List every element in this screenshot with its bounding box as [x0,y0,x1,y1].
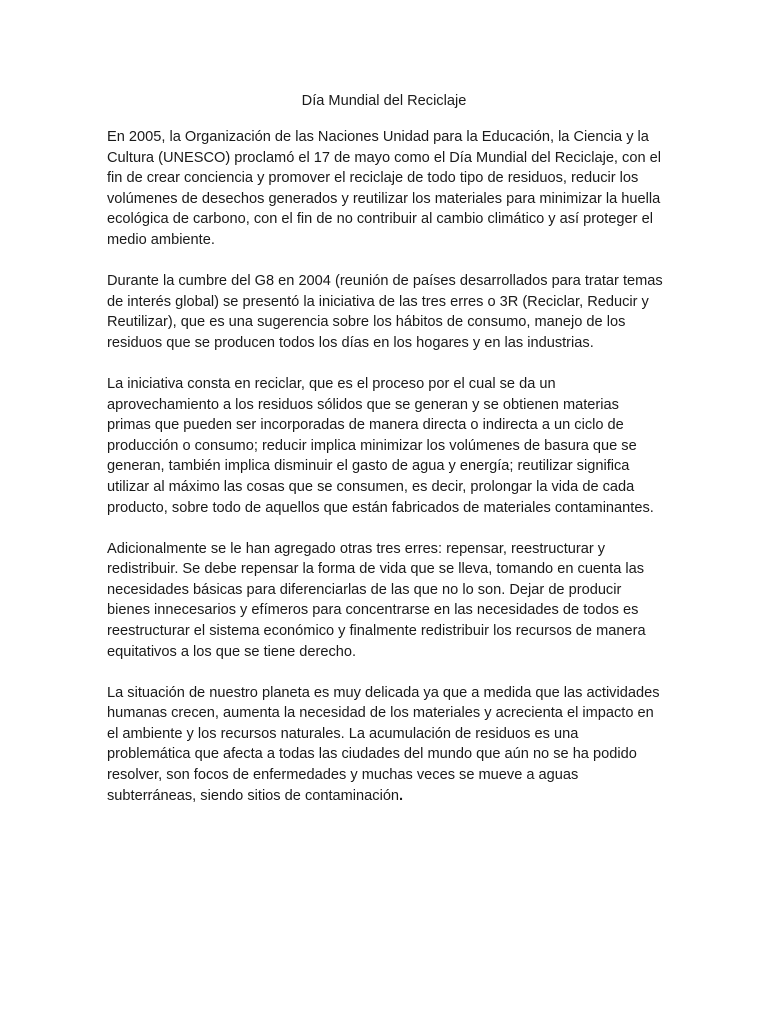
final-period: . [399,787,404,804]
paragraph-additional-rs: Adicionalmente se le han agregado otras tres erres: repensar, reestructurar y redistribuir. Se debe repensar la forma de vida que se lleva, tomando en cuenta las necesidades básicas para diferenciarlas de las que no lo son. Dejar de producir bienes innecesarios y efímeros para concentrarse en las necesidades de todos es reestructurar el sistema económico y finalmente redistribuir los recursos de manera equitativos a los que se tiene derecho. [107,540,646,660]
document-body [107,127,665,827]
paragraph-planet-situation-text: La situación de nuestro planeta es muy delicada ya que a medida que las actividades humanas crecen, aumenta la necesidad de los materiales y acrecienta el impacto en el ambiente y los recursos naturales. La acumulación de residuos es una problemática que afecta a todas las ciudades del mundo que aún no se ha podido resolver, son focos de enfermedades y muchas veces se mueve a aguas subterráneas, siendo sitios de contaminación [107,684,660,804]
paragraph-unesco: En 2005, la Organización de las Naciones Unidad para la Educación, la Ciencia y la Cultura (UNESCO) proclamó el 17 de mayo como el Día Mundial del Reciclaje, con el fin de crear conciencia y promover el reciclaje de todo tipo de residuos, reducir los volúmenes de desechos generados y reutilizar los materiales para minimizar la huella ecológica de carbono, con el fin de no contribuir al cambio climático y así proteger el medio ambiente. [107,129,661,248]
paragraph-initiative: La iniciativa consta en reciclar, que es el proceso por el cual se da un aprovechamiento a los residuos sólidos que se generan y se obtienen materias primas que pueden ser incorporadas de manera directa o indirecta a un ciclo de producción o consumo; reducir implica minimizar los volúmenes de basura que se generan, también implica disminuir el gasto de agua y energía; reutilizar significa utilizar al máximo las cosas que se consumen, es decir, prolongar la vida de cada producto, sobre todo de aquellos que están fabricados de materiales contaminantes. [107,375,654,516]
paragraph-g8-summit: Durante la cumbre del G8 en 2004 (reunión de países desarrollados para tratar temas de interés global) se presentó la iniciativa de las tres erres o 3R (Reciclar, Reducir y Reutilizar), que es una sugerencia sobre los hábitos de consumo, manejo de los residuos que se producen todos los días en los hogares y en las industrias. [107,273,663,351]
paragraph-planet-situation [107,683,665,807]
document-title: Día Mundial del Reciclaje [301,93,467,109]
